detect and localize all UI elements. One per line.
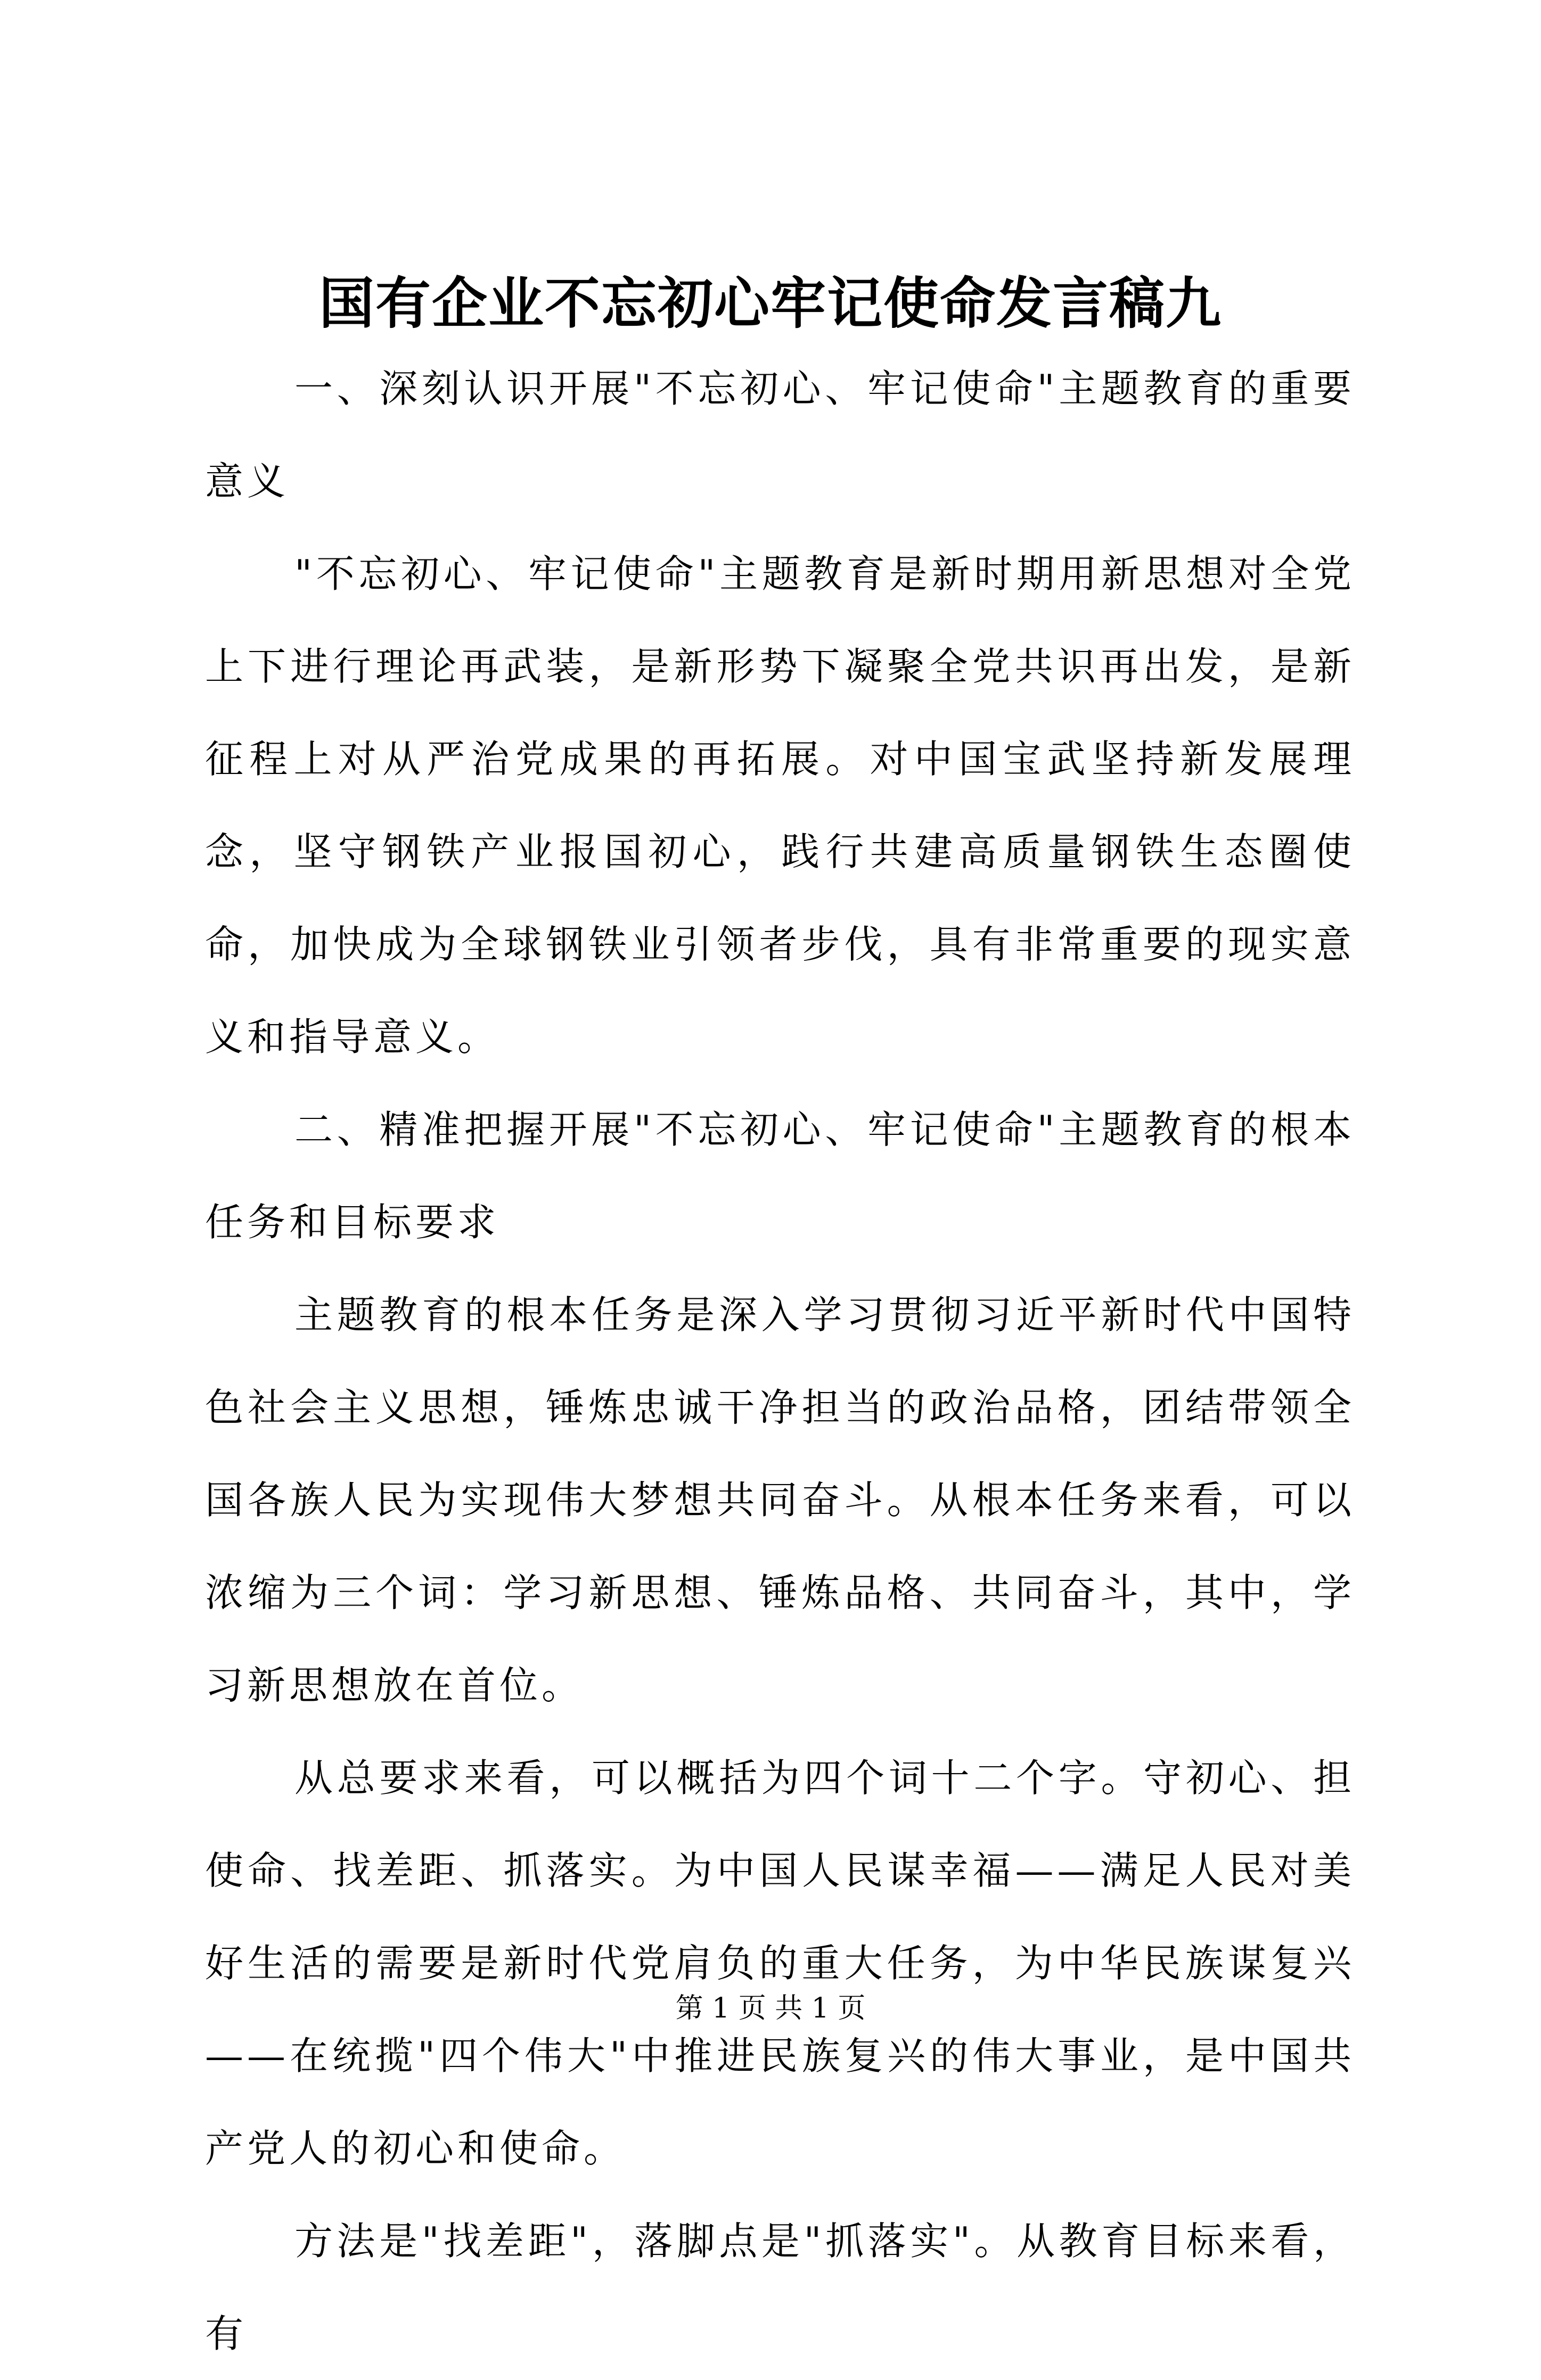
body-paragraph-4: 方法是"找差距"，落脚点是"抓落实"。从教育目标来看，有 — [205, 2219, 1355, 2356]
section-heading-2: 二、精准把握开展"不忘初心、牢记使命"主题教育的根本任务和目标要求 — [205, 1107, 1355, 1245]
section-heading-1: 一、深刻认识开展"不忘初心、牢记使命"主题教育的重要意义 — [205, 366, 1355, 504]
body-paragraph-2: 主题教育的根本任务是深入学习贯彻习近平新时代中国特色社会主义思想，锤炼忠诚干净担当的政治品格，团结带领全国各族人民为实现伟大梦想共同奋斗。从根本任务来看，可以浓缩为三个词：学习新思想、锤炼品格、共同奋斗，其中，学习新思想放在首位。 — [205, 1292, 1355, 1708]
page-footer: 第 1 页 共 1 页 — [675, 1992, 866, 2024]
document-body — [205, 342, 1355, 2380]
document-title: 国有企业不忘初心牢记使命发言稿九 — [318, 270, 1222, 336]
body-paragraph-1: "不忘初心、牢记使命"主题教育是新时期用新思想对全党上下进行理论再武装，是新形势下凝聚全党共识再出发，是新征程上对从严治党成果的再拓展。对中国宝武坚持新发展理念，坚守钢铁产业报国初心，践行共建高质量钢铁生态圈使命，加快成为全球钢铁业引领者步伐，具有非常重要的现实意义和指导意义。 — [205, 551, 1355, 1059]
body-paragraph-3: 从总要求来看，可以概括为四个词十二个字。守初心、担使命、找差距、抓落实。为中国人民谋幸福——满足人民对美好生活的需要是新时代党肩负的重大任务，为中华民族谋复兴——在统揽"四个伟大"中推进民族复兴的伟大事业，是中国共产党人的初心和使命。 — [205, 1756, 1355, 2171]
